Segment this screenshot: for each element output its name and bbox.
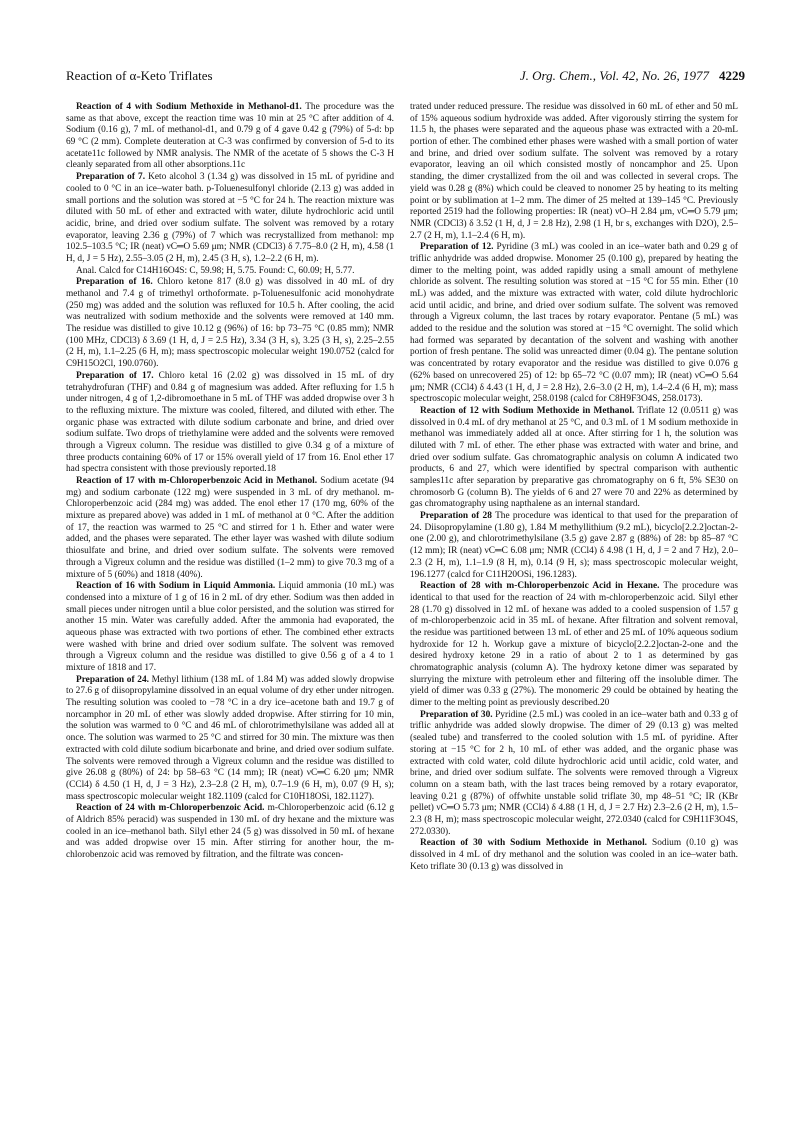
left-column (66, 102, 394, 1126)
paragraph-text: Methyl lithium (138 mL of 1.84 M) was added slowly dropwise to 27.6 g of diisopropylamine dissolved in an equal volume of dry ether under nitrogen. The resulting solution was cooled to −78 °C in a dry ice–acetone bath and 19.7 g of norcamphor in 20 mL of ether was slowly added dropwise. After stirring for 10 min, the solution was warmed to 0 °C and 46 mL of chlorotrimethylsilane was added all at once. The solution was warmed to 25 °C and stirred for 30 min. The mixture was then extracted with cold dilute sodium bicarbonate and brine, and dried over sodium sulfate. The solvents were removed through a Vigreux column and the residue was distilled to give 26.08 g (80%) of 24: bp 58–63 °C (14 mm); IR (neat) νC═C 6.20 μm; NMR (CCl4) δ 4.50 (1 H, d, J = 3 Hz), 2.3–2.8 (2 H, m), 0.7–1.9 (6 H, m), 0.07 (9 H, s); mass spectroscopic molecular weight 182.1109 (calcd for C10H18OSi, 182.1127). (66, 674, 394, 802)
paragraph (66, 371, 394, 476)
paragraph (410, 102, 738, 242)
running-title: Reaction of α-Keto Triflates (66, 68, 213, 83)
paragraph-heading: Reaction of 30 with Sodium Methoxide in Methanol. (420, 838, 648, 849)
paragraph-heading: Preparation of 24. (76, 674, 149, 685)
paragraph-text: Sodium (0.10 g) was dissolved in 4 mL of dry methanol and the solution was cooled in an ice–water bath. Keto triflate 30 (0.13 g) was dissolved in (410, 838, 738, 872)
paragraph (66, 476, 394, 581)
paragraph (66, 172, 394, 266)
paragraph-text: Keto alcohol 3 (1.34 g) was dissolved in 15 mL of pyridine and cooled to 0 °C in an ice–water bath. p-Toluenesulfonyl chloride (2.13 g) was added in small portions and the solution was stored at −5 °C for 24 h. The reaction mixture was diluted with 50 mL of ether and extracted with water, dilute hydrochloric acid until acidic, brine, and dried over sodium sulfate. The solvent was removed by a rotary evaporator, leaving 2.36 g (79%) of 7 which was recrystallized from methanol: mp 102.5–103.5 °C; IR (neat) νC═O 5.69 μm; NMR (CDCl3) δ 7.75–8.0 (2 H, m), 4.58 (1 H, d, J = 5 Hz), 2.55–3.05 (2 H, m), 2.45 (3 H, s), 1.2–2.2 (6 H, m). (66, 172, 394, 264)
paragraph-text: trated under reduced pressure. The residue was dissolved in 60 mL of ether and 50 mL of 15% aqueous sodium hydroxide was added. After vigorously stirring the system for 11.5 h, the phases were separated and the aqueous phase was extracted with a 20-mL portion of ether. The combined ether phases were washed with a small portion of water and brine, and dried over sodium sulfate. The solvent was removed by a rotary evaporator, leaving an oil which consisted mostly of noncamphor and 25. Upon standing, the dimer crystallized from the oil and was collected in several crops. The yield was 0.28 g (8%) which could be cleaved to nonomer 25 by heating to its melting point or by sublimation at 1–2 mm. The dimer of 25 melted at 139–145 °C. Previously reported 2519 had the following properties: IR (neat) νO–H 2.84 μm, νC═O 5.79 μm; NMR (CDCl3) δ 3.52 (1 H, d, J = 2.8 Hz), 2.98 (1 H, br s, exchanges with D2O), 2.5–2.7 (2 H, m), 1.1–2.4 (6 H, m). (410, 102, 738, 241)
paragraph-text: Pyridine (3 mL) was cooled in an ice–water bath and 0.29 g of triflic anhydride was added dropwise. Monomer 25 (0.100 g), prepared by heating the dimer to the melting point, was added rapidly using a small amount of methylene chloride as solvent. The resulting solution was stored at −15 °C for 55 min. Ether (10 mL) was added, and the mixture was extracted with water, cold dilute hydrochloric acid until acidic, and brine, and dried over sodium sulfate. The solvent was removed through a Vigreux column, the last traces by rotary evaporator. Pentane (5 mL) was added to the residue and the solution was stored at −15 °C overnight. The solid which had formed was separated by decantation of the solvent and washing with another portion of fresh pentane. The solid was unreacted dimer (0.04 g). The pentane solution was concentrated by rotary evaporator and the residue was distilled to give 0.076 g (62% based on unrecovered 25) of 12: bp 65–72 °C (0.07 mm); IR (neat) νC═O 5.64 μm; NMR (CCl4) δ 4.43 (1 H, d, J = 2.8 Hz), 2.6–3.0 (2 H, m), 1.4–2.4 (6 H, m); mass spectroscopic molecular weight, 258.0198 (calcd for C8H9F3O4S, 258.0173). (410, 242, 738, 405)
paragraph-text: m-Chloroperbenzoic acid (6.12 g of Aldrich 85% peracid) was suspended in 130 mL of dry hexane and the mixture was cooled in an ice–methanol bath. Silyl ether 24 (5 g) was dissolved in 50 mL of hexane and was added dropwise over 15 min. After stirring for another hour, the m-chlorobenzoic acid was removed by filtration, and the filtrate was concen- (66, 803, 394, 860)
journal-name: J. Org. Chem., Vol. 42, No. 26, 1977 (519, 68, 709, 83)
paragraph (66, 675, 394, 804)
paragraph (66, 102, 394, 172)
paragraph-heading: Reaction of 24 with m-Chloroperbenzoic Acid. (76, 803, 265, 814)
paragraph-heading: Preparation of 12. (420, 242, 494, 253)
paragraph-text: The procedure was the same as that above, except the reaction time was 10 min at 25 °C after addition of 4. Sodium (0.16 g), 7 mL of methanol-d1, and 0.79 g of 4 gave 0.42 g (79%) of 5-d: bp 69 °C (2 mm). Complete deuteration at C-3 was confirmed by conversion of 5-d to its acetate11c followed by NMR analysis. The NMR of the acetate of 5 shows the C-3 H cleanly separated from all other absorptions.11c (66, 102, 394, 171)
paragraph-text: Pyridine (2.5 mL) was cooled in an ice–water bath and 0.33 g of triflic anhydride was added slowly dropwise. The dimer of 29 (0.13 g) was melted (sealed tube) and transferred to the cooled solution with 1.5 mL of pyridine. After storing at −15 °C for 2 h, 10 mL of ether was added, and the organic phase was extracted with cold water, cold dilute hydrochloric acid until acidic, cold water, and brine, and dried over sodium sulfate. The solvents were removed through a Vigreux column on a steam bath, with the last traces being removed by a rotary evaporator, leaving 0.21 g (87%) of offwhite unstable solid triflate 30, mp 48–51 °C; IR (KBr pellet) νC═O 5.73 μm; NMR (CCl4) δ 4.88 (1 H, d, J = 2.7 Hz) 2.3–2.6 (2 H, m), 1.5–2.3 (8 H, m); mass spectroscopic molecular weight, 272.0340 (calcd for C9H11F3O4S, 272.0330). (410, 709, 738, 837)
paragraph-text: Anal. Calcd for C14H16O4S: C, 59.98; H, 5.75. Found: C, 60.09; H, 5.77. (76, 265, 355, 276)
paragraph (410, 581, 738, 710)
right-column (410, 102, 738, 1126)
paragraph-text: Chloro ketal 16 (2.02 g) was dissolved in 15 mL of dry tetrahydrofuran (THF) and 0.84 g of magnesium was added. After refluxing for 1.5 h under nitrogen, 4 g of 1,2-dibromoethane in 5 mL of THF was added dropwise over 3 h to the refluxing mixture. The mixture was cooled, filtered, and diluted with ether. The organic phase was extracted with dilute sodium carbonate and brine, and dried over sodium sulfate. Two drops of triethylamine were added and the solvents were removed through a Vigreux column. The residue was distilled to give 0.34 g of a mixture of three products containing 60% of 17 or 15% overall yield of 17 from 16. Enol ether 17 had spectra consistent with those previously reported.18 (66, 370, 394, 475)
paragraph-text: Triflate 12 (0.0511 g) was dissolved in 0.4 mL of dry methanol at 25 °C, and 0.3 mL of 1 M sodium methoxide in methanol was immediately added all at once. After stirring for 1 h, the solution was diluted with 7 mL of ether. The ether phase was extracted with water and brine, and dried over sodium sulfate. Gas chromatographic analysis on column A indicated two products, 6 and 27, which were identified by spectral comparison with authentic samples11c after separation by preparative gas chromatography on 6 ft, 5% SE30 on chromosorb G (column B). The yields of 6 and 27 were 70 and 22% as determined by gas chromatography using napthalene as an internal standard. (410, 405, 738, 510)
paragraph-heading: Preparation of 30. (420, 709, 493, 720)
page-header (66, 68, 745, 88)
paragraph-heading: Preparation of 28 (420, 511, 492, 522)
paragraph (66, 581, 394, 675)
paragraph-heading: Preparation of 7. (76, 172, 146, 183)
paragraph-text: Sodium acetate (94 mg) and sodium carbonate (122 mg) were suspended in 3 mL of dry methanol. m-Chloroperbenzoic acid (284 mg) was added. The enol ether 17 (170 mg, 60% of the mixture as prepared above) was added in 1 mL of methanol at 0 °C. After the addition of 17, the reaction was warmed to 25 °C and stirred for 1 h. Ether and water were added, and the phases were separated. The ether layer was washed with dilute sodium thiosulfate and brine, and dried over sodium sulfate. The solvents were removed through a Vigreux column and the residue was distilled (1–2 mm) to give 70.3 mg of a mixture of 5 (60%) and 1818 (40%). (66, 476, 394, 580)
paragraph (66, 803, 394, 861)
paragraph-heading: Reaction of 28 with m-Chloroperbenzoic Acid in Hexane. (420, 581, 660, 592)
paragraph-text: Liquid ammonia (10 mL) was condensed into a mixture of 1 g of 16 in 2 mL of dry ether. Sodium was then added in small pieces under nitrogen until a blue color persisted, and the solution was stirred for another 15 min. Water was carefully added. After the ammonia had evaporated, the aqueous phase was extracted with two portions of ether. The combined ether extracts were washed with brine and dried over sodium sulfate. The solvent was removed through a Vigreux column and the residue was distilled to give 0.56 g of a 4 to 1 mixture of 1818 and 17. (66, 581, 394, 673)
journal-citation (520, 68, 745, 84)
paragraph-text: The procedure was identical to that used for the reaction of 24 with m-chloroperbenzoic acid. Silyl ether 28 (1.70 g) dissolved in 12 mL of hexane was added to a cooled suspension of 1.57 g of m-chloroperbenzoic acid in 35 mL of hexane. After filtration and solvent removal, the residue was partitioned between 13 mL of ether and 25 mL of 10% aqueous sodium hydroxide for 12 h. Workup gave a mixture of bicyclo[2.2.2]octan-2-one and the desired hydroxy ketone 29 in a ratio of about 2 to 1 as determined by gas chromatographic analysis (column A). The hydroxy ketone dimer was separated by slurrying the mixture with petroleum ether and filtering off the insoluble dimer. The yield of dimer was 0.33 g (27%). The monomeric 29 could be obtained by heating the dimer to the melting point as previously described.20 (410, 581, 738, 709)
paragraph-heading: Preparation of 16. (76, 277, 153, 288)
paragraph (410, 710, 738, 839)
paragraph (410, 838, 738, 873)
paragraph-text: Chloro ketone 817 (8.0 g) was dissolved in 40 mL of dry methanol and 7.4 g of trimethyl orthoformate. p-Toluenesulfonic acid monohydrate (250 mg) was added and the solution was refluxed for 10.5 h. After cooling, the acid was neutralized with sodium methoxide and the solvents were removed at 140 mm. The residue was distilled to give 10.12 g (96%) of 16: bp 73–75 °C (0.85 mm); NMR (100 MHz, CDCl3) δ 3.69 (1 H, d, J = 2.5 Hz), 3.34 (3 H, s), 3.25 (3 H, s), 2.25–2.55 (2 H, m), 1.1–2.25 (6 H, m); mass spectroscopic molecular weight 190.0752 (calcd for C9H15O2Cl, 190.0760). (66, 277, 394, 370)
paragraph-heading: Reaction of 17 with m-Chloroperbenzoic Acid in Methanol. (76, 476, 318, 486)
paragraph-heading: Reaction of 4 with Sodium Methoxide in Methanol-d1. (76, 102, 302, 112)
paragraph (410, 406, 738, 511)
paragraph-heading: Preparation of 17. (76, 370, 154, 381)
page-number: 4229 (719, 68, 745, 83)
paragraph (410, 511, 738, 581)
paragraph (66, 277, 394, 371)
paragraph-text: The procedure was identical to that used for the preparation of 24. Diisopropylamine (1.80 g), 1.84 M methyllithium (9.2 mL), bicyclo[2.2.2]octan-2-one (2.00 g), and chlorotrimethylsilane (3.5 g) gave 2.87 g (88%) of 28: bp 85–87 °C (12 mm); IR (neat) νC═C 6.08 μm; NMR (CCl4) δ 4.98 (1 H, d, J = 2 and 7 Hz), 2.0–2.3 (2 H, m), 1.1–1.9 (8 H, m), 0.14 (9 H, s); mass spectroscopic molecular weight, 196.1277 (calcd for C11H20OSi, 196.1283). (410, 511, 738, 580)
paragraph (410, 242, 738, 406)
paragraph-heading: Reaction of 16 with Sodium in Liquid Ammonia. (76, 581, 276, 592)
paragraph-heading: Reaction of 12 with Sodium Methoxide in Methanol. (420, 405, 635, 416)
paragraph (66, 266, 394, 278)
